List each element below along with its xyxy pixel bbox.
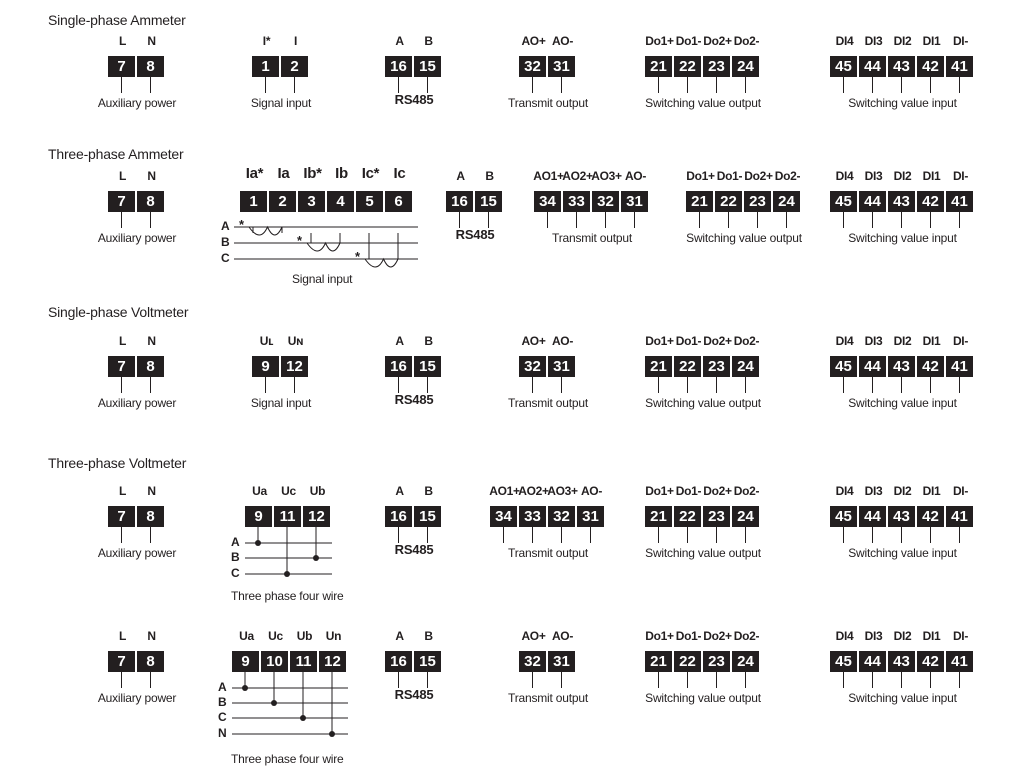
terminal-header: Ia* [245, 165, 264, 182]
junction-dot [255, 540, 261, 546]
terminal-box: 23 [703, 356, 730, 377]
terminal-box: 22 [674, 356, 701, 377]
terminal-header: Ua [252, 484, 267, 498]
terminal-header: DI- [952, 34, 969, 48]
terminal-header: DI4 [835, 169, 854, 183]
group-caption: Switching value output [645, 96, 761, 110]
terminal-box: 7 [108, 356, 135, 377]
terminal-header: DI3 [864, 34, 883, 48]
star-mark: * [239, 217, 245, 232]
section-title: Three-phase Voltmeter [48, 455, 187, 471]
terminal-box: 44 [859, 56, 886, 77]
group-caption: Transmit output [508, 691, 588, 705]
terminal-box: 41 [946, 651, 973, 672]
terminal-box: 42 [917, 191, 944, 212]
group-caption: RS485 [394, 92, 434, 107]
terminal-box: 6 [385, 191, 412, 212]
terminal-header: L [118, 484, 127, 498]
terminal-box: 42 [917, 56, 944, 77]
terminal-header: N [147, 34, 156, 48]
terminal-box: 41 [946, 56, 973, 77]
terminal-header: B [424, 34, 433, 48]
terminal-box: 15 [414, 651, 441, 672]
terminal-box: 22 [674, 56, 701, 77]
group-caption: Transmit output [552, 231, 632, 245]
terminal-header: Un [325, 629, 342, 643]
terminal-box: 7 [108, 191, 135, 212]
phase-label: A [218, 680, 227, 694]
terminal-box: 42 [917, 356, 944, 377]
terminal-header: Do2- [774, 169, 801, 183]
terminal-box: 8 [137, 56, 164, 77]
terminal-header: DI3 [864, 334, 883, 348]
terminal-header: Do1+ [686, 169, 715, 183]
terminal-header: Do1+ [645, 484, 674, 498]
terminal-header: Do2- [733, 334, 760, 348]
terminal-header: DI1 [922, 484, 941, 498]
terminal-box: 21 [645, 356, 672, 377]
terminal-header: DI4 [835, 629, 854, 643]
terminal-header: Uʟ [259, 334, 274, 348]
terminal-header: A [395, 334, 404, 348]
terminal-header: DI3 [864, 629, 883, 643]
group-caption: Signal input [250, 96, 312, 110]
terminal-header: DI1 [922, 629, 941, 643]
group-caption: Signal input [292, 272, 353, 286]
phase-label: A [231, 535, 240, 549]
terminal-header: Uc [281, 484, 296, 498]
terminal-header: A [395, 629, 404, 643]
terminal-header: AO+ [521, 629, 546, 643]
phase-label: N [218, 726, 227, 740]
terminal-header: A [395, 484, 404, 498]
section-title: Three-phase Ammeter [48, 146, 184, 162]
terminal-header: Ua [239, 629, 254, 643]
terminal-box: 22 [715, 191, 742, 212]
terminal-box: 12 [319, 651, 346, 672]
terminal-box: 9 [245, 506, 272, 527]
terminal-box: 45 [830, 506, 857, 527]
terminal-box: 21 [645, 506, 672, 527]
terminal-header: Ub [309, 484, 326, 498]
terminal-header: B [485, 169, 494, 183]
group-caption: Switching value output [645, 396, 761, 410]
terminal-header: Ib [335, 165, 348, 182]
terminal-header: DI2 [893, 484, 912, 498]
terminal-box: 24 [773, 191, 800, 212]
terminal-box: 5 [356, 191, 383, 212]
current-loop [249, 227, 282, 235]
junction-dot [242, 685, 248, 691]
terminal-box: 32 [548, 506, 575, 527]
group-caption: RS485 [394, 392, 434, 407]
terminal-header: DI4 [835, 334, 854, 348]
terminal-header: DI3 [864, 169, 883, 183]
terminal-box: 23 [703, 506, 730, 527]
terminal-box: 24 [732, 651, 759, 672]
terminal-header: A [395, 34, 404, 48]
junction-dot [284, 571, 290, 577]
phase-label: B [231, 550, 240, 564]
terminal-box: 43 [888, 191, 915, 212]
group-caption: RS485 [455, 227, 495, 242]
group-caption: Auxiliary power [97, 546, 177, 560]
terminal-box: 21 [645, 56, 672, 77]
terminal-box: 7 [108, 56, 135, 77]
group-caption: Auxiliary power [97, 231, 177, 245]
terminal-box: 42 [917, 506, 944, 527]
terminal-box: 10 [261, 651, 288, 672]
terminal-header: Do1- [716, 169, 743, 183]
terminal-box: 45 [830, 651, 857, 672]
terminal-header: AO3+ [591, 169, 622, 183]
terminal-header: AO1+ [533, 169, 564, 183]
terminal-header: DI1 [922, 169, 941, 183]
terminal-header: N [147, 334, 156, 348]
group-caption: Auxiliary power [97, 691, 177, 705]
terminal-box: 24 [732, 356, 759, 377]
junction-dot [271, 700, 277, 706]
group-caption: Switching value output [645, 691, 761, 705]
phase-label: C [221, 251, 230, 265]
terminal-box: 2 [281, 56, 308, 77]
terminal-header: N [147, 169, 156, 183]
terminal-box: 41 [946, 356, 973, 377]
star-mark: * [297, 233, 303, 248]
terminal-header: Do2+ [744, 169, 773, 183]
group-caption: Switching value output [645, 546, 761, 560]
terminal-box: 15 [475, 191, 502, 212]
terminal-box: 7 [108, 651, 135, 672]
terminal-box: 8 [137, 356, 164, 377]
terminal-box: 43 [888, 506, 915, 527]
terminal-header: Do2- [733, 34, 760, 48]
group-caption: Transmit output [508, 546, 588, 560]
phase-label: C [218, 710, 227, 724]
junction-dot [300, 715, 306, 721]
terminal-box: 1 [240, 191, 267, 212]
terminal-box: 22 [674, 506, 701, 527]
terminal-box: 15 [414, 56, 441, 77]
terminal-box: 8 [137, 506, 164, 527]
terminal-box: 31 [577, 506, 604, 527]
group-caption: Three phase four wire [231, 589, 344, 603]
terminal-header: I [293, 34, 298, 48]
terminal-header: DI4 [835, 34, 854, 48]
terminal-header: AO2+ [562, 169, 593, 183]
terminal-header: DI- [952, 629, 969, 643]
terminal-box: 41 [946, 506, 973, 527]
terminal-header: DI- [952, 484, 969, 498]
terminal-box: 2 [269, 191, 296, 212]
terminal-header: Do1- [675, 34, 702, 48]
terminal-header: Ub [296, 629, 313, 643]
terminal-header: Ic* [361, 165, 380, 182]
terminal-header: A [456, 169, 465, 183]
terminal-header: Do2+ [703, 629, 732, 643]
terminal-box: 31 [548, 356, 575, 377]
group-caption: Signal input [250, 396, 312, 410]
phase-label: B [221, 235, 230, 249]
terminal-box: 23 [703, 56, 730, 77]
terminal-header: Do1- [675, 334, 702, 348]
terminal-box: 34 [490, 506, 517, 527]
terminal-header: B [424, 484, 433, 498]
terminal-box: 16 [446, 191, 473, 212]
terminal-header: DI- [952, 334, 969, 348]
phase-label: A [221, 219, 230, 233]
terminal-header: Uɴ [287, 334, 304, 348]
terminal-box: 12 [281, 356, 308, 377]
terminal-header: AO+ [521, 334, 546, 348]
terminal-header: Ia [277, 165, 290, 182]
terminal-box: 44 [859, 191, 886, 212]
terminal-header: DI- [952, 169, 969, 183]
terminal-box: 21 [686, 191, 713, 212]
section-title: Single-phase Voltmeter [48, 304, 189, 320]
terminal-header: DI2 [893, 169, 912, 183]
group-caption: Auxiliary power [97, 396, 177, 410]
terminal-header: DI1 [922, 334, 941, 348]
group-caption: Switching value output [686, 231, 802, 245]
terminal-box: 44 [859, 356, 886, 377]
group-caption: Switching value input [848, 691, 957, 705]
terminal-header: DI2 [893, 334, 912, 348]
star-mark: * [355, 249, 361, 264]
group-caption: Three phase four wire [231, 752, 344, 766]
terminal-box: 7 [108, 506, 135, 527]
terminal-header: L [118, 169, 127, 183]
terminal-header: B [424, 629, 433, 643]
terminal-header: I* [262, 34, 271, 48]
group-caption: Transmit output [508, 396, 588, 410]
terminal-header: Do1+ [645, 629, 674, 643]
terminal-box: 42 [917, 651, 944, 672]
group-caption: RS485 [394, 687, 434, 702]
terminal-header: N [147, 484, 156, 498]
terminal-header: Do1- [675, 629, 702, 643]
terminal-box: 41 [946, 191, 973, 212]
junction-dot [329, 731, 335, 737]
terminal-box: 3 [298, 191, 325, 212]
terminal-box: 44 [859, 651, 886, 672]
terminal-box: 34 [534, 191, 561, 212]
terminal-box: 43 [888, 56, 915, 77]
terminal-header: AO3+ [547, 484, 578, 498]
terminal-box: 32 [519, 651, 546, 672]
terminal-box: 22 [674, 651, 701, 672]
terminal-box: 24 [732, 506, 759, 527]
terminal-box: 21 [645, 651, 672, 672]
terminal-box: 32 [519, 56, 546, 77]
terminal-box: 23 [744, 191, 771, 212]
terminal-header: AO- [551, 629, 574, 643]
terminal-box: 32 [519, 356, 546, 377]
terminal-header: DI4 [835, 484, 854, 498]
terminal-header: AO2+ [518, 484, 549, 498]
terminal-box: 33 [519, 506, 546, 527]
terminal-box: 16 [385, 506, 412, 527]
terminal-box: 8 [137, 191, 164, 212]
terminal-box: 9 [232, 651, 259, 672]
terminal-header: DI3 [864, 484, 883, 498]
terminal-header: AO- [624, 169, 647, 183]
terminal-header: DI2 [893, 629, 912, 643]
terminal-header: Do2+ [703, 334, 732, 348]
group-caption: Switching value input [848, 96, 957, 110]
terminal-box: 24 [732, 56, 759, 77]
terminal-header: B [424, 334, 433, 348]
group-caption: Switching value input [848, 231, 957, 245]
current-loop [365, 259, 398, 267]
terminal-box: 32 [592, 191, 619, 212]
terminal-header: N [147, 629, 156, 643]
terminal-header: L [118, 334, 127, 348]
terminal-header: Do2+ [703, 484, 732, 498]
terminal-box: 45 [830, 356, 857, 377]
terminal-header: AO1+ [489, 484, 520, 498]
terminal-header: Do2+ [703, 34, 732, 48]
current-loop [307, 243, 340, 251]
terminal-box: 9 [252, 356, 279, 377]
terminal-header: Uc [268, 629, 283, 643]
terminal-box: 11 [290, 651, 317, 672]
terminal-header: Do2- [733, 484, 760, 498]
terminal-header: Ic [393, 165, 406, 182]
terminal-box: 16 [385, 56, 412, 77]
terminal-box: 11 [274, 506, 301, 527]
terminal-header: DI2 [893, 34, 912, 48]
group-caption: RS485 [394, 542, 434, 557]
terminal-header: AO- [551, 34, 574, 48]
junction-dot [313, 555, 319, 561]
group-caption: Switching value input [848, 546, 957, 560]
terminal-box: 8 [137, 651, 164, 672]
terminal-header: AO- [551, 334, 574, 348]
phase-label: C [231, 566, 240, 580]
terminal-header: L [118, 629, 127, 643]
terminal-box: 1 [252, 56, 279, 77]
terminal-box: 43 [888, 651, 915, 672]
phase-label: B [218, 695, 227, 709]
terminal-header: Do2- [733, 629, 760, 643]
terminal-header: AO- [580, 484, 603, 498]
terminal-header: Do1+ [645, 334, 674, 348]
terminal-box: 45 [830, 191, 857, 212]
terminal-box: 44 [859, 506, 886, 527]
terminal-header: Do1- [675, 484, 702, 498]
terminal-header: Do1+ [645, 34, 674, 48]
terminal-box: 31 [621, 191, 648, 212]
terminal-box: 16 [385, 356, 412, 377]
group-caption: Transmit output [508, 96, 588, 110]
terminal-box: 43 [888, 356, 915, 377]
terminal-box: 31 [548, 56, 575, 77]
terminal-box: 23 [703, 651, 730, 672]
terminal-header: AO+ [521, 34, 546, 48]
terminal-header: Ib* [303, 165, 322, 182]
section-title: Single-phase Ammeter [48, 12, 186, 28]
terminal-box: 45 [830, 56, 857, 77]
terminal-box: 16 [385, 651, 412, 672]
terminal-header: L [118, 34, 127, 48]
terminal-box: 15 [414, 356, 441, 377]
terminal-box: 31 [548, 651, 575, 672]
terminal-header: DI1 [922, 34, 941, 48]
terminal-box: 33 [563, 191, 590, 212]
group-caption: Auxiliary power [97, 96, 177, 110]
terminal-box: 12 [303, 506, 330, 527]
group-caption: Switching value input [848, 396, 957, 410]
terminal-box: 4 [327, 191, 354, 212]
terminal-box: 15 [414, 506, 441, 527]
